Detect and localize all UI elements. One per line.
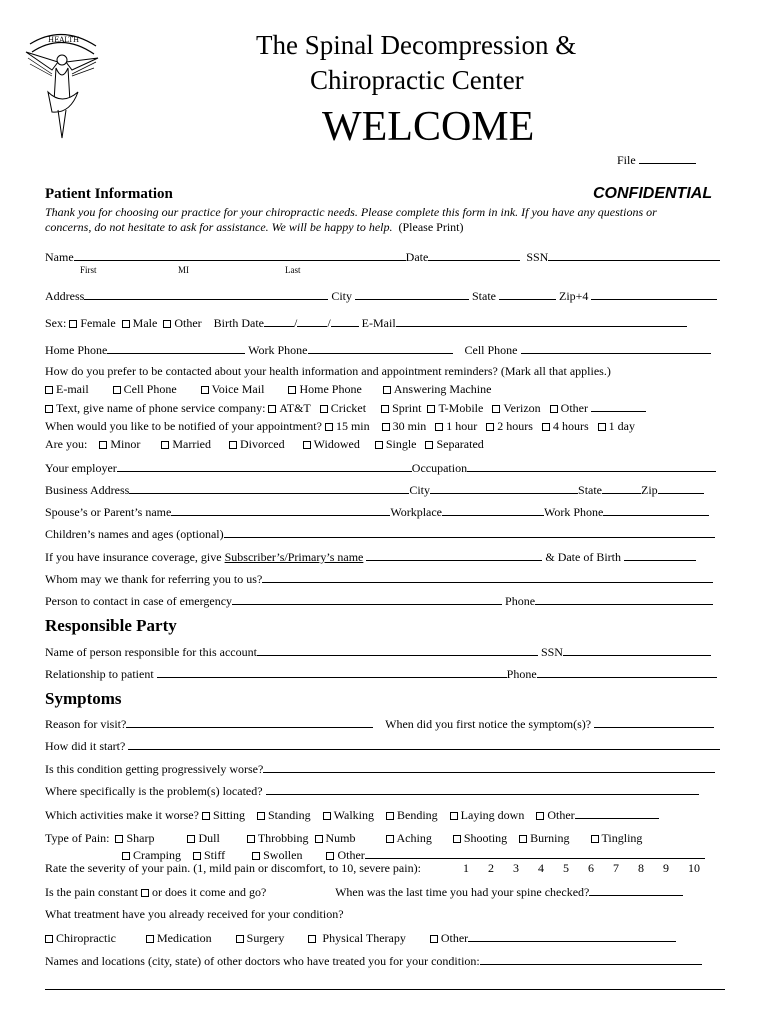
confidential-label: CONFIDENTIAL [593,185,713,202]
chiropractic-checkbox[interactable] [45,935,53,943]
marital-row [45,437,484,452]
numb-checkbox[interactable] [315,835,323,843]
contact-text-checkbox[interactable] [45,405,53,413]
constant-label: Is the pain constant [45,885,138,899]
contact-voice-checkbox[interactable] [201,386,209,394]
file-label: File [617,153,636,167]
contact-answering-label: Answering Machine [393,382,492,396]
spouse-label: Spouse’s or Parent’s name [45,505,172,519]
separated-label: Separated [436,437,484,451]
responsible-ssn-label: SSN [540,645,563,659]
pain-type-row1 [45,831,642,846]
aching-label: Aching [396,831,432,845]
notify-4h-checkbox[interactable] [542,423,550,431]
separated-checkbox[interactable] [425,441,433,449]
business-state-label: State [578,483,603,497]
minor-checkbox[interactable] [99,441,107,449]
how-start-row[interactable] [45,738,720,754]
laying-checkbox[interactable] [450,812,458,820]
insurance-label: If you have insurance coverage, give [45,550,225,564]
severity-scale [463,861,713,876]
notify-1d-label: 1 day [608,419,635,433]
notify-row [45,419,635,434]
medication-label: Medication [156,931,212,945]
severity-1[interactable]: 1 [463,861,469,875]
subscriber-name-label: Subscriber’s/Primary’s name [224,550,364,564]
birth-year-field[interactable] [331,315,359,327]
standing-label: Standing [267,808,311,822]
treatment-question: What treatment have you already received for your condition? [45,907,344,921]
state-label: State [472,289,496,303]
intro-line-2-text: concerns, do not hesitate to ask for assistance. We will be happy to help. [45,220,393,234]
laying-label: Laying down [460,808,525,822]
date-label: Date [405,250,429,264]
sex-other-checkbox[interactable] [163,320,171,328]
responsible-heading: Responsible Party [45,616,177,635]
name-label: Name [45,250,74,264]
contact-cell-checkbox[interactable] [113,386,121,394]
activity-other-field[interactable] [575,807,659,819]
contact-question: How do you prefer to be contacted about your health information and appointment reminders? (Mark all that applies.) [45,364,611,378]
where-label: Where specifically is the problem(s) located? [45,784,263,798]
how-start-label: How did it start? [45,739,126,753]
severity-7[interactable]: 7 [613,861,619,875]
business-zip-label: Zip [641,483,658,497]
dull-label: Dull [198,831,220,845]
responsible-relationship-row[interactable] [45,666,717,682]
notify-2h-label: 2 hours [497,419,533,433]
male-label: Male [132,316,158,330]
swollen-label: Swollen [263,848,303,862]
first-label: First [80,265,97,275]
stiff-checkbox[interactable] [193,852,201,860]
birth-day-field[interactable] [297,315,327,327]
contact-cell-label: Cell Phone [123,382,177,396]
intro-line-1: Thank you for choosing our practice for your chiropractic needs. Please complete this form in ink. If you have any questions or [45,205,657,219]
widowed-label: Widowed [313,437,360,451]
notify-4h-label: 4 hours [552,419,589,433]
severity-6[interactable]: 6 [588,861,594,875]
notify-question: When would you like to be notified of your appointment? [45,419,322,433]
children-label: Children’s names and ages (optional) [45,527,224,541]
responsible-name-label: Name of person responsible for this account [45,645,257,659]
divorced-checkbox[interactable] [229,441,237,449]
sprint-checkbox[interactable] [381,405,389,413]
notify-1d-checkbox[interactable] [598,423,606,431]
caduceus-logo [22,22,102,142]
treatment-options-row [45,930,676,946]
dull-checkbox[interactable] [187,835,195,843]
severity-2[interactable]: 2 [488,861,494,875]
treatment-other-label: Other [440,931,469,945]
emergency-row[interactable] [45,593,713,609]
walking-label: Walking [333,808,374,822]
tmobile-label: T-Mobile [438,401,484,415]
business-address-row[interactable] [45,482,704,498]
mi-label: MI [178,265,189,275]
sex-other-label: Other [174,316,202,330]
city-label: City [331,289,352,303]
contact-home-label: Home Phone [299,382,362,396]
activity-other-checkbox[interactable] [536,812,544,820]
last-checked-field[interactable] [589,884,683,896]
last-checked-label: When was the last time you had your spine checked? [335,885,590,899]
pain-type-label: Type of Pain: [45,831,110,845]
occupation-label: Occupation [411,461,468,475]
insurance-dob-label: & Date of Birth [545,550,622,564]
relationship-label: Relationship to patient [45,667,154,681]
activities-label: Which activities make it worse? [45,808,199,822]
cramping-label: Cramping [133,848,181,862]
home-phone-label: Home Phone [45,343,108,357]
burning-label: Burning [530,831,570,845]
referral-row[interactable] [45,571,713,587]
treatment-other-checkbox[interactable] [430,935,438,943]
welcome-heading: WELCOME [322,104,535,150]
referral-label: Whom may we thank for referring you to us? [45,572,263,586]
verizon-checkbox[interactable] [492,405,500,413]
burning-checkbox[interactable] [519,835,527,843]
address-label: Address [45,289,85,303]
activity-other-label: Other [547,808,575,822]
other-doctors-row[interactable] [45,953,702,969]
name-row[interactable] [45,249,720,265]
contact-options-row1 [45,382,491,397]
surgery-checkbox[interactable] [236,935,244,943]
spouse-work-phone-label: Work Phone [544,505,604,519]
carrier-other-label: Other [560,401,588,415]
male-checkbox[interactable] [122,320,130,328]
sex-row: Sex: Female Male Other Birth Date / / E-Mail [45,315,687,331]
please-print: (Please Print) [398,220,464,234]
verizon-label: Verizon [503,401,541,415]
birth-month-field[interactable] [264,315,294,327]
reason-row[interactable] [45,716,714,732]
file-field[interactable] [617,152,696,168]
severity-3[interactable]: 3 [513,861,519,875]
svg-text:HEALTH: HEALTH [48,36,80,44]
sitting-checkbox[interactable] [202,812,210,820]
phones-row[interactable] [45,342,711,358]
swollen-checkbox[interactable] [252,852,260,860]
birth-date-label: Birth Date [213,316,264,330]
other-doctors-label: Names and locations (city, state) of other doctors who have treated you for your condition: [45,954,480,968]
bending-checkbox[interactable] [386,812,394,820]
emergency-phone-label: Phone [505,594,536,608]
notify-15-label: 15 min [335,419,370,433]
att-checkbox[interactable] [268,405,276,413]
contact-options-row2 [45,400,646,416]
carrier-other-checkbox[interactable] [550,405,558,413]
minor-label: Minor [110,437,141,451]
children-row[interactable] [45,526,715,542]
sharp-checkbox[interactable] [115,835,123,843]
single-label: Single [385,437,417,451]
severity-9[interactable]: 9 [663,861,669,875]
widowed-checkbox[interactable] [303,441,311,449]
female-label: Female [80,316,116,330]
aching-checkbox[interactable] [386,835,394,843]
patient-info-heading: Patient Information [45,186,173,202]
pain-other-field[interactable] [365,847,705,859]
standing-checkbox[interactable] [257,812,265,820]
ssn-label: SSN [526,250,549,264]
are-you-label: Are you: [45,437,88,451]
first-notice-label: When did you first notice the symptom(s)? [385,717,592,731]
business-city-label: City [409,483,431,497]
page-title-line2: Chiropractic Center [310,65,524,95]
email-label: E-Mail [361,316,396,330]
single-checkbox[interactable] [375,441,383,449]
shooting-checkbox[interactable] [453,835,461,843]
sitting-label: Sitting [212,808,245,822]
intro-line-2 [45,220,464,235]
stiff-label: Stiff [204,848,226,862]
surgery-label: Surgery [246,931,285,945]
reason-label: Reason for visit? [45,717,127,731]
spouse-row[interactable] [45,504,709,520]
worse-label: Is this condition getting progressively worse? [45,762,264,776]
throbbing-label: Throbbing [257,831,309,845]
contact-answering-checkbox[interactable] [383,386,391,394]
zip4-label: Zip+4 [559,289,589,303]
chiropractic-label: Chiropractic [56,931,116,945]
cricket-checkbox[interactable] [320,405,328,413]
throbbing-checkbox[interactable] [247,835,255,843]
worse-row[interactable] [45,761,715,777]
come-and-go-label: or does it come and go? [151,885,267,899]
activities-row [45,807,659,823]
att-label: AT&T [279,401,311,415]
numb-label: Numb [325,831,356,845]
employer-row[interactable] [45,460,716,476]
where-row[interactable] [45,783,699,799]
responsible-name-row[interactable] [45,644,711,660]
emergency-label: Person to contact in case of emergency [45,594,233,608]
physical-therapy-checkbox[interactable] [308,935,316,943]
female-checkbox[interactable] [69,320,77,328]
notify-1h-label: 1 hour [446,419,478,433]
carrier-other-field[interactable] [591,400,646,412]
cricket-label: Cricket [330,401,367,415]
workplace-label: Workplace [390,505,443,519]
email-field[interactable] [396,315,687,327]
medication-checkbox[interactable] [146,935,154,943]
cell-phone-label: Cell Phone [464,343,518,357]
tingling-label: Tingling [601,831,643,845]
divorced-label: Divorced [239,437,285,451]
severity-8[interactable]: 8 [638,861,644,875]
treatment-other-field[interactable] [468,930,676,942]
married-checkbox[interactable] [161,441,169,449]
tingling-checkbox[interactable] [591,835,599,843]
contact-email-label: E-mail [56,382,89,396]
physical-therapy-label: Physical Therapy [322,931,406,945]
pain-other-checkbox[interactable] [326,852,334,860]
employer-label: Your employer [45,461,117,475]
work-phone-label: Work Phone [248,343,308,357]
business-address-label: Business Address [45,483,130,497]
contact-home-checkbox[interactable] [288,386,296,394]
cramping-checkbox[interactable] [122,852,130,860]
pain-other-label: Other [337,848,365,862]
notify-15-checkbox[interactable] [325,423,333,431]
responsible-phone-label: Phone [506,667,537,681]
notify-2h-checkbox[interactable] [486,423,494,431]
notify-30-label: 30 min [392,419,427,433]
severity-5[interactable]: 5 [563,861,569,875]
married-label: Married [172,437,211,451]
bending-label: Bending [397,808,438,822]
constant-checkbox[interactable] [141,889,149,897]
notify-1h-checkbox[interactable] [435,423,443,431]
symptoms-heading: Symptoms [45,689,122,708]
address-row[interactable] [45,288,717,304]
contact-text-label: Text, give name of phone service company: [56,401,266,415]
contact-voice-label: Voice Mail [211,382,265,396]
shooting-label: Shooting [463,831,508,845]
sprint-label: Sprint [392,401,422,415]
severity-10[interactable]: 10 [688,861,700,875]
walking-checkbox[interactable] [323,812,331,820]
tmobile-checkbox[interactable] [427,405,435,413]
contact-email-checkbox[interactable] [45,386,53,394]
severity-4[interactable]: 4 [538,861,544,875]
constant-row [45,884,683,900]
last-label: Last [285,265,301,275]
sex-label: Sex: [45,316,67,330]
other-doctors-line-2[interactable] [45,978,725,990]
severity-label: Rate the severity of your pain. (1, mild pain or discomfort, to 10, severe pain): [45,861,421,875]
page-title-line1: The Spinal Decompression & [256,30,577,60]
insurance-row[interactable] [45,549,696,565]
sharp-label: Sharp [126,831,155,845]
notify-30-checkbox[interactable] [382,423,390,431]
